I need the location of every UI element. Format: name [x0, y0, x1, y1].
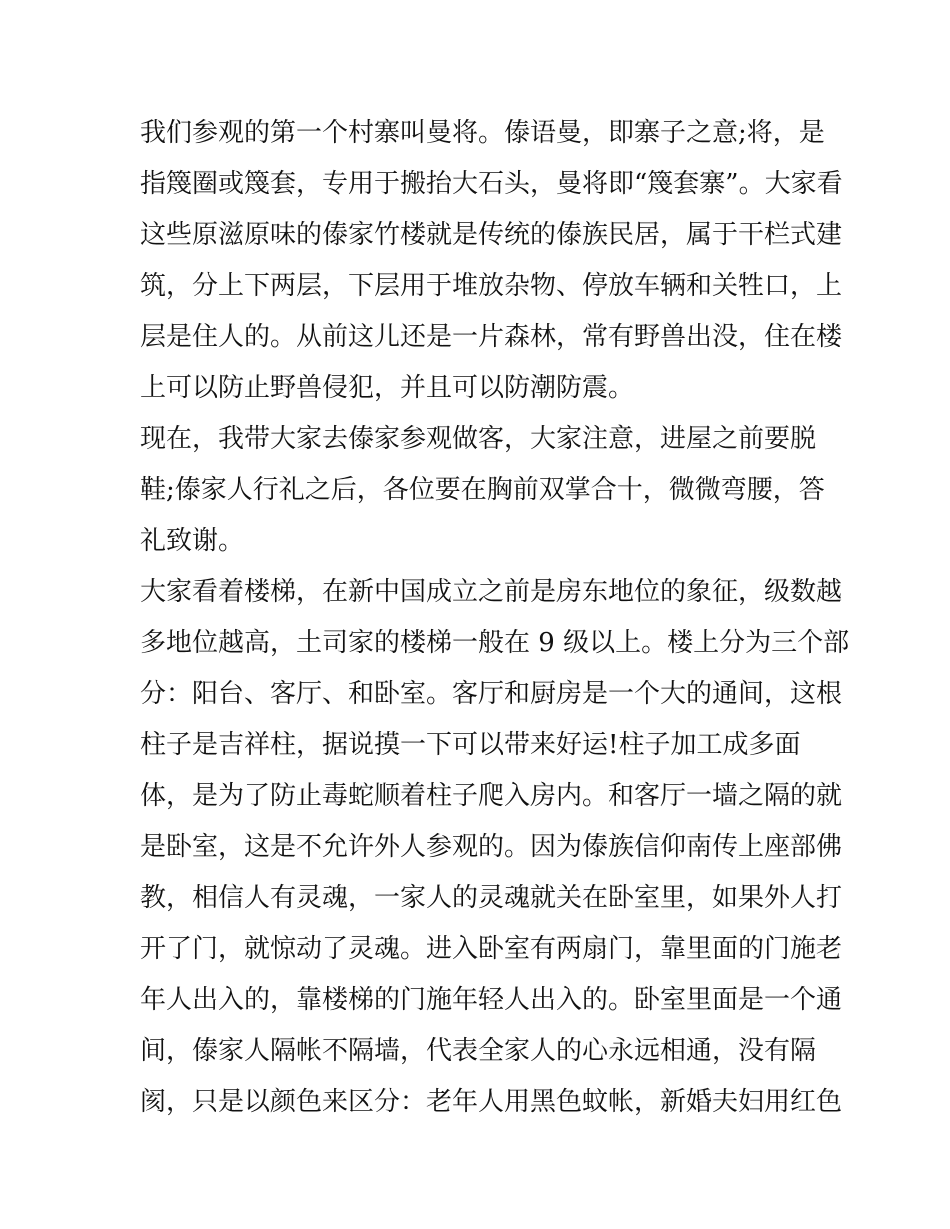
body-text — [140, 108, 850, 1128]
text-line: 开了门，就惊动了灵魂。进入卧室有两扇门，靠里面的门施老 — [140, 934, 843, 964]
text-line: 现在，我带大家去傣家参观做客，大家注意，进屋之前要脱 — [140, 424, 817, 454]
text-line: 多地位越高，土司家的楼梯一般在 9 级以上。楼上分为三个部 — [140, 628, 850, 658]
text-line: 指篾圈或篾套，专用于搬抬大石头，曼将即“篾套寨”。大家看 — [140, 169, 843, 199]
text-line: 阂，只是以颜色来区分：老年人用黑色蚊帐，新婚夫妇用红色 — [140, 1087, 843, 1117]
text-line: 这些原滋原味的傣家竹楼就是传统的傣族民居，属于干栏式建 — [140, 220, 843, 250]
text-line: 我们参观的第一个村寨叫曼将。傣语曼，即寨子之意;将，是 — [140, 118, 825, 148]
text-line: 筑，分上下两层，下层用于堆放杂物、停放车辆和关牲口，上 — [140, 271, 843, 301]
text-line: 年人出入的，靠楼梯的门施年轻人出入的。卧室里面是一个通 — [140, 985, 843, 1015]
text-line: 是卧室，这是不允许外人参观的。因为傣族信仰南传上座部佛 — [140, 832, 843, 862]
text-line: 礼致谢。 — [140, 526, 245, 556]
text-line: 柱子是吉祥柱，据说摸一下可以带来好运!柱子加工成多面 — [140, 730, 801, 760]
text-line: 鞋;傣家人行礼之后，各位要在胸前双掌合十，微微弯腰，答 — [140, 475, 825, 505]
text-line: 间，傣家人隔帐不隔墙，代表全家人的心永远相通，没有隔 — [140, 1036, 817, 1066]
text-line: 大家看着楼梯，在新中国成立之前是房东地位的象征，级数越 — [140, 577, 843, 607]
text-line: 分：阳台、客厅、和卧室。客厅和厨房是一个大的通间，这根 — [140, 679, 843, 709]
text-line: 上可以防止野兽侵犯，并且可以防潮防震。 — [140, 373, 635, 403]
text-line: 体，是为了防止毒蛇顺着柱子爬入房内。和客厅一墙之隔的就 — [140, 781, 843, 811]
text-line: 层是住人的。从前这儿还是一片森林，常有野兽出没，住在楼 — [140, 322, 843, 352]
text-line: 教，相信人有灵魂，一家人的灵魂就关在卧室里，如果外人打 — [140, 883, 843, 913]
